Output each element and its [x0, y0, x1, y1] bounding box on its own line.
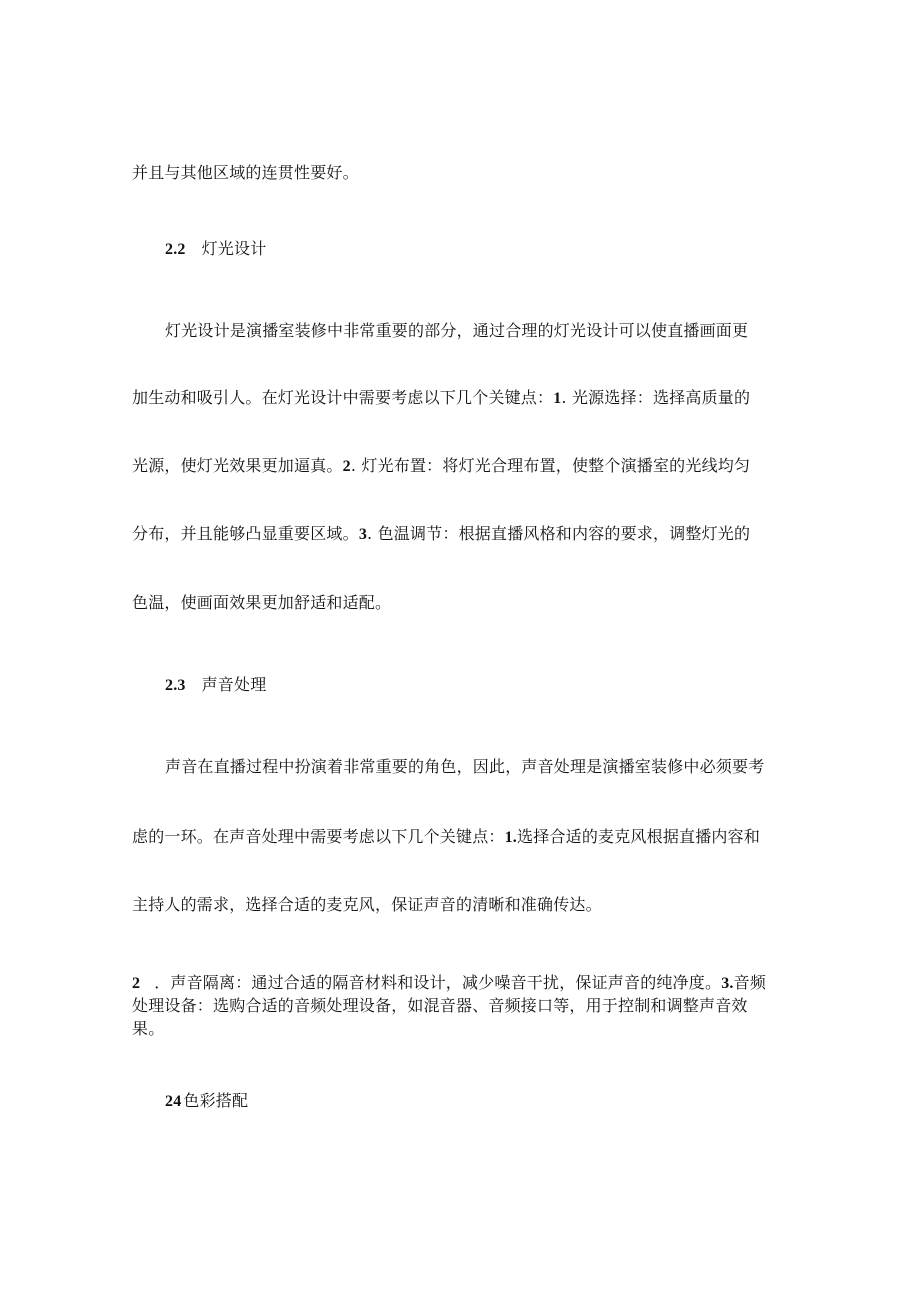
paragraph-line: 色温，使画面效果更加舒适和适配。 [132, 593, 392, 612]
text-run: ．声音隔离：通过合适的隔音材料和设计，减少噪音干扰，保证声音的纯净度。 [154, 973, 722, 992]
text-run: . 色温调节：根据直播风格和内容的要求，调整灯光的 [367, 524, 751, 543]
list-number: 1 [553, 390, 562, 407]
text-run: . 光源选择：选择高质量的 [561, 388, 751, 407]
paragraph-line [132, 523, 750, 546]
paragraph-line [132, 972, 766, 995]
section-number: 24 [165, 1093, 182, 1110]
paragraph-line [132, 455, 750, 478]
list-number: 3 [358, 526, 368, 543]
paragraph-line [132, 387, 750, 410]
section-number: 2.2 [165, 241, 186, 258]
paragraph-line [132, 826, 760, 849]
text-run: 分布，并且能够凸显重要区域。 [132, 524, 359, 543]
list-number: 1. [504, 829, 518, 846]
text-run: 加生动和吸引人。在灯光设计中需要考虑以下几个关键点： [132, 388, 554, 407]
text-run: 音频 [733, 973, 767, 992]
section-heading-2-4 [165, 1090, 248, 1113]
text-run: 光源，使灯光效果更加逼真。 [132, 456, 343, 475]
section-title: 灯光设计 [201, 239, 267, 258]
text-run: 选择合适的麦克风根据直播内容和 [517, 827, 761, 846]
paragraph-line: 果。 [132, 1019, 165, 1038]
list-number: 3. [721, 975, 734, 992]
paragraph-line: 处理设备：选购合适的音频处理设备，如混音器、音频接口等，用于控制和调整声音效 [132, 996, 748, 1015]
section-number: 2.3 [165, 677, 186, 694]
paragraph-line: 灯光设计是演播室装修中非常重要的部分，通过合理的灯光设计可以使直播画面更 [165, 321, 749, 340]
text-run: . 灯光布置：将灯光合理布置，使整个演播室的光线均匀 [350, 456, 751, 475]
section-heading-2-3 [165, 674, 266, 697]
section-title: 色彩搭配 [183, 1091, 249, 1110]
carryover-line: 并且与其他区域的连贯性要好。 [132, 163, 359, 182]
section-heading-2-2 [165, 238, 266, 261]
paragraph-line: 声音在直播过程中扮演着非常重要的角色，因此，声音处理是演播室装修中必须要考 [165, 757, 765, 776]
list-number: 2 [342, 458, 351, 475]
section-title: 声音处理 [201, 675, 267, 694]
text-run: 虑的一环。在声音处理中需要考虑以下几个关键点： [132, 827, 505, 846]
list-number: 2 [132, 975, 141, 992]
paragraph-line: 主持人的需求，选择合适的麦克风，保证声音的清晰和准确传达。 [132, 895, 602, 914]
